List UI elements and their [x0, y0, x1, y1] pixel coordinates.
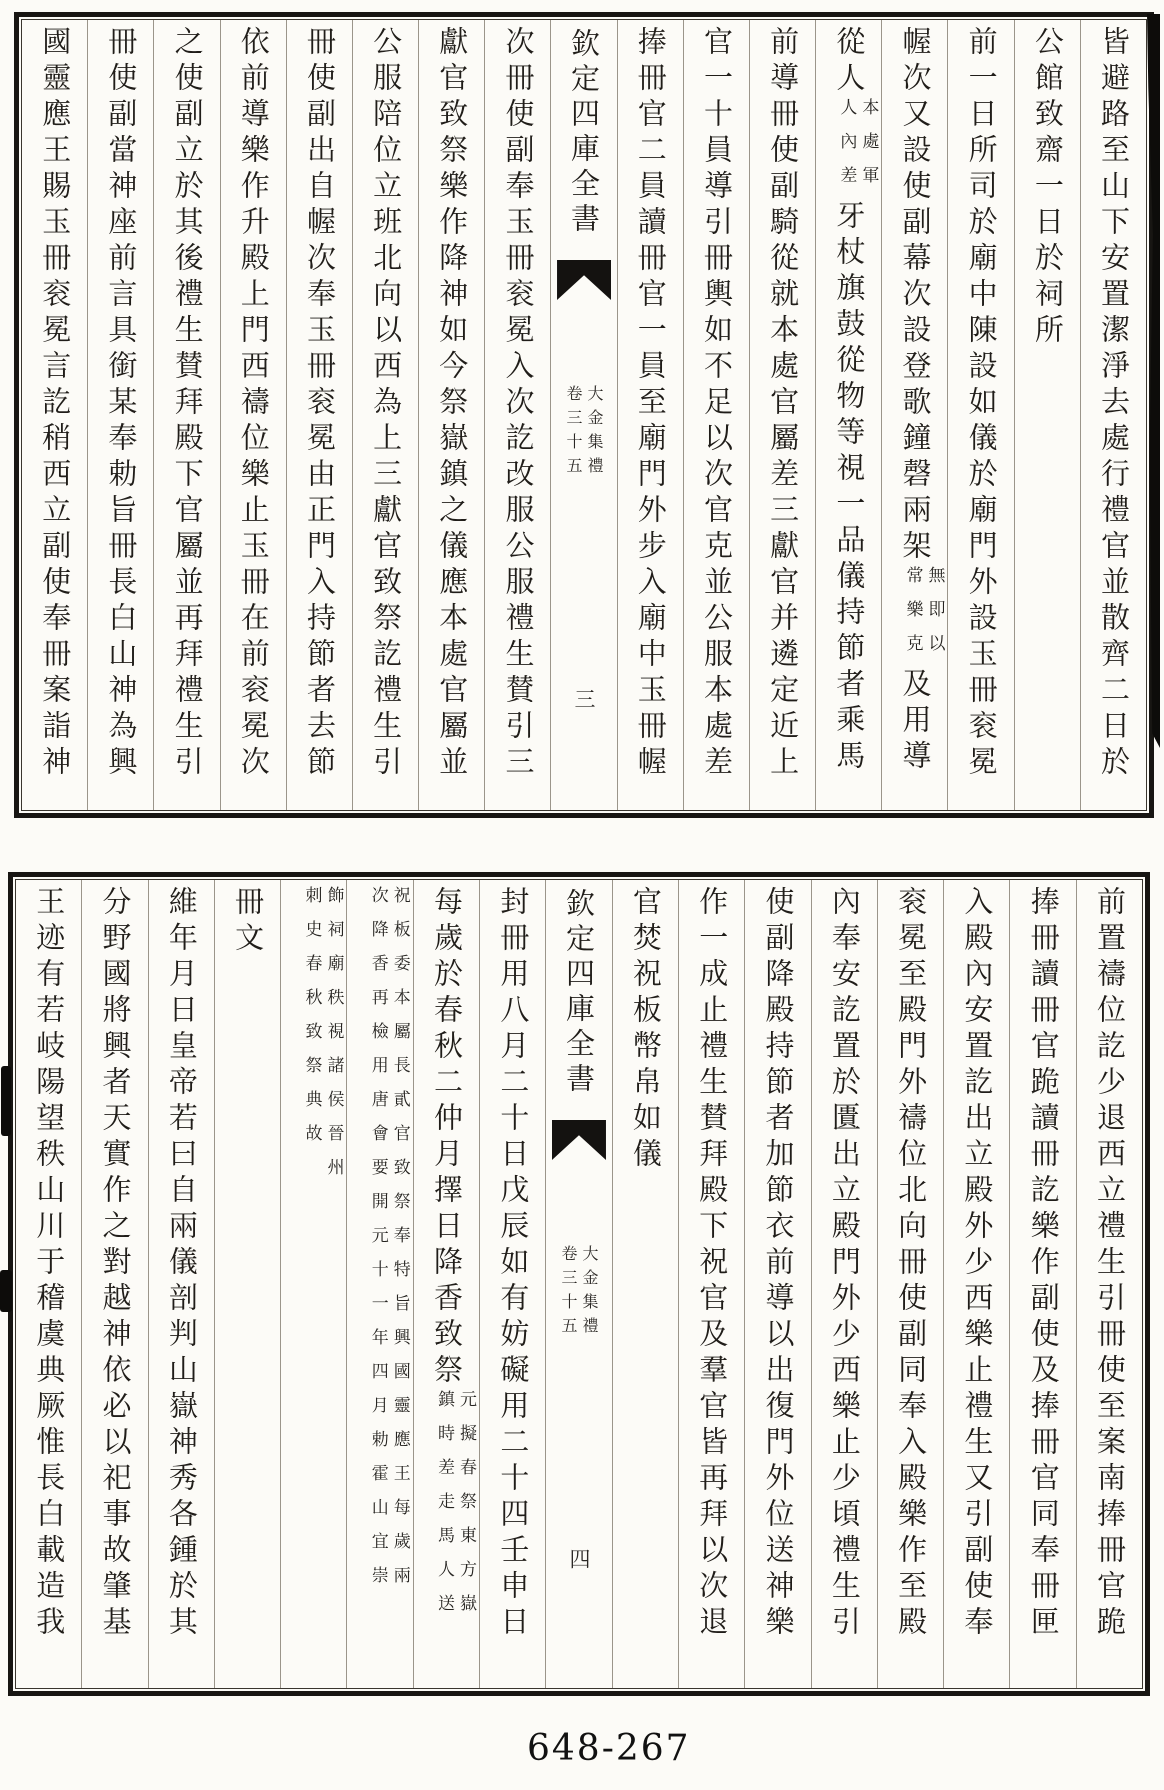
- text-column: [1080, 20, 1146, 810]
- text-column: [943, 880, 1009, 1688]
- text-column: [286, 20, 352, 810]
- note-right-subcolumn: 祝板委本屬長貳官致祭奉特旨興國靈應王每歲兩: [389, 886, 410, 1600]
- banxin-column: [550, 20, 616, 810]
- fishtail-ornament: [557, 260, 611, 300]
- text-column: [1009, 880, 1075, 1688]
- plate-number: 648-267: [527, 1728, 691, 1769]
- text-column: [479, 880, 545, 1688]
- column-text: 依前導樂作升殿上門西禱位樂止玉冊在前衮冕次: [236, 26, 271, 782]
- column-text: 捧冊讀冊官跪讀冊訖樂作副使及捧冊官同奉冊匣: [1026, 886, 1061, 1642]
- column-text: 幄次又設使副幕次設登歌鐘磬兩架: [898, 26, 933, 566]
- column-text: 王迹有若岐陽望秩山川于稽虞典厥惟長白載造我: [32, 886, 67, 1642]
- interlinear-note: [367, 886, 411, 1600]
- column-text: 公館致齋一日於祠所: [1030, 26, 1065, 350]
- column-text: 及用導: [898, 668, 933, 776]
- text-column: [617, 20, 683, 810]
- text-column: [1014, 20, 1080, 810]
- column-text: 官焚祝板幣帛如儀: [628, 886, 663, 1174]
- text-column: [352, 20, 418, 810]
- column-text: 每歲於春秋二仲月擇日降香致祭: [430, 886, 465, 1390]
- column-text: 封冊用八月二十日戊辰如有妨礙用二十四壬申日: [496, 886, 531, 1642]
- column-text: 前置禱位訖少退西立禮生引冊使至案南捧冊官跪: [1093, 886, 1127, 1642]
- text-column: [148, 880, 214, 1688]
- column-text: 國靈應王賜玉冊衮冕言訖稍西立副使奉冊案詣神: [38, 26, 73, 782]
- note-right-subcolumn: 元擬春祭東方嶽: [456, 1390, 477, 1628]
- note-left-subcolumn: 次降香再檢用唐會要開元十一年四月勅霍山宜崇: [367, 886, 388, 1600]
- note-right-subcolumn: 本處軍: [858, 98, 879, 200]
- text-column: [484, 20, 550, 810]
- column-text: 使副降殿持節者加節衣前導以出復門外位送神樂: [761, 886, 796, 1642]
- bottom-block-inner-frame: [15, 879, 1143, 1689]
- column-text: 從人: [832, 26, 867, 98]
- column-text: 之使副立於其後禮生賛拜殿下官屬並再拜禮生引: [170, 26, 205, 782]
- interlinear-note: [433, 1390, 477, 1628]
- note-left-subcolumn: 鎮時差走馬人送: [434, 1390, 455, 1628]
- note-left-subcolumn: 常樂克: [902, 566, 923, 668]
- text-column: [413, 880, 479, 1688]
- interlinear-note: [300, 886, 344, 1192]
- banxin-folio-number: 三: [572, 688, 597, 713]
- column-text: 獻官致祭樂作降神如今祭嶽鎮之儀應本處官屬並: [435, 26, 470, 782]
- banxin-volume: 卷三十五: [558, 1245, 578, 1341]
- banxin-column: [545, 880, 611, 1688]
- column-text: 分野國將興者天實作之對越神依必以祀事故肇基: [98, 886, 133, 1642]
- note-left-subcolumn: 人內差: [836, 98, 857, 200]
- text-column: [815, 20, 881, 810]
- text-column: [418, 20, 484, 810]
- text-column: [877, 880, 943, 1688]
- column-text: 冊使副當神座前言具銜某奉勅旨冊長白山神為興: [104, 26, 139, 782]
- text-column: [220, 20, 286, 810]
- column-text: 皆避路至山下安置潔淨去處行禮官並散齊二日於: [1097, 26, 1131, 782]
- text-column: [678, 880, 744, 1688]
- text-column: [153, 20, 219, 810]
- text-column: [1076, 880, 1142, 1688]
- column-text: 衮冕至殿門外禱位北向冊使副同奉入殿樂作至殿: [894, 886, 929, 1642]
- column-text: 公服陪位立班北向以西為上三獻官致祭訖禮生引: [369, 26, 404, 782]
- banxin-book-title: 大金集禮: [579, 1245, 599, 1341]
- fishtail-ornament: [552, 1120, 606, 1160]
- column-text: 前一日所司於廟中陳設如儀於廟門外設玉冊衮冕: [964, 26, 999, 782]
- top-block-inner-frame: [21, 19, 1147, 811]
- banxin-library-title: 欽定四庫全書: [561, 888, 596, 1098]
- column-text: 冊使副出自幄次奉玉冊衮冕由正門入持節者去節: [302, 26, 337, 782]
- text-column: [947, 20, 1013, 810]
- banxin-volume: 卷三十五: [564, 385, 584, 481]
- text-column: [744, 880, 810, 1688]
- column-text: 捧冊官二員讀冊官一員至廟門外步入廟中玉冊幄: [633, 26, 668, 782]
- note-left-subcolumn: 刺史春秋致祭典故: [301, 886, 322, 1158]
- text-column: [612, 880, 678, 1688]
- interlinear-note: [835, 98, 879, 200]
- text-column: [22, 20, 87, 810]
- column-text: 前導冊使副騎從就本處官屬差三獻官并遴定近上: [766, 26, 801, 782]
- column-text: 官一十員導引冊輿如不足以次官克並公服本處差: [699, 26, 734, 782]
- text-column: [280, 880, 346, 1688]
- text-column: [346, 880, 412, 1688]
- banxin-library-title: 欽定四庫全書: [567, 28, 602, 238]
- scan-artifact-left-edge: [1, 1066, 11, 1136]
- text-column: [16, 880, 81, 1688]
- banxin-folio-number: 四: [566, 1548, 591, 1573]
- column-text: 次冊使副奉玉冊衮冕入次訖改服公服禮生賛引三: [501, 26, 536, 782]
- text-column: [811, 880, 877, 1688]
- column-text: 入殿內安置訖出立殿外少西樂止禮生又引副使奉: [960, 886, 995, 1642]
- column-text: 作一成止禮生賛拜殿下祝官及羣官皆再拜以次退: [695, 886, 730, 1642]
- text-column: [683, 20, 749, 810]
- column-text: 維年月日皇帝若曰自兩儀剖判山嶽神秀各鍾於其: [164, 886, 199, 1642]
- banxin-book-info: [563, 385, 605, 481]
- bottom-text-block: [8, 872, 1150, 1696]
- column-text: 牙杖旗鼓從物等視一品儀持節者乘馬: [832, 200, 867, 776]
- scan-artifact-left-edge: [0, 1270, 12, 1312]
- top-text-block: [14, 12, 1154, 818]
- text-column: [214, 880, 280, 1688]
- interlinear-note: [901, 566, 945, 668]
- text-column: [81, 880, 147, 1688]
- text-column: [87, 20, 153, 810]
- column-text: 冊文: [231, 886, 266, 958]
- column-text: 內奉安訖置於匱出立殿門外少西樂止少頃禮生引: [827, 886, 862, 1642]
- banxin-book-info: [558, 1245, 600, 1341]
- text-column: [881, 20, 947, 810]
- note-right-subcolumn: 飾祠廟秩視諸侯晉州: [323, 886, 344, 1192]
- banxin-book-title: 大金集禮: [585, 385, 605, 481]
- text-column: [749, 20, 815, 810]
- note-right-subcolumn: 無即以: [924, 566, 945, 668]
